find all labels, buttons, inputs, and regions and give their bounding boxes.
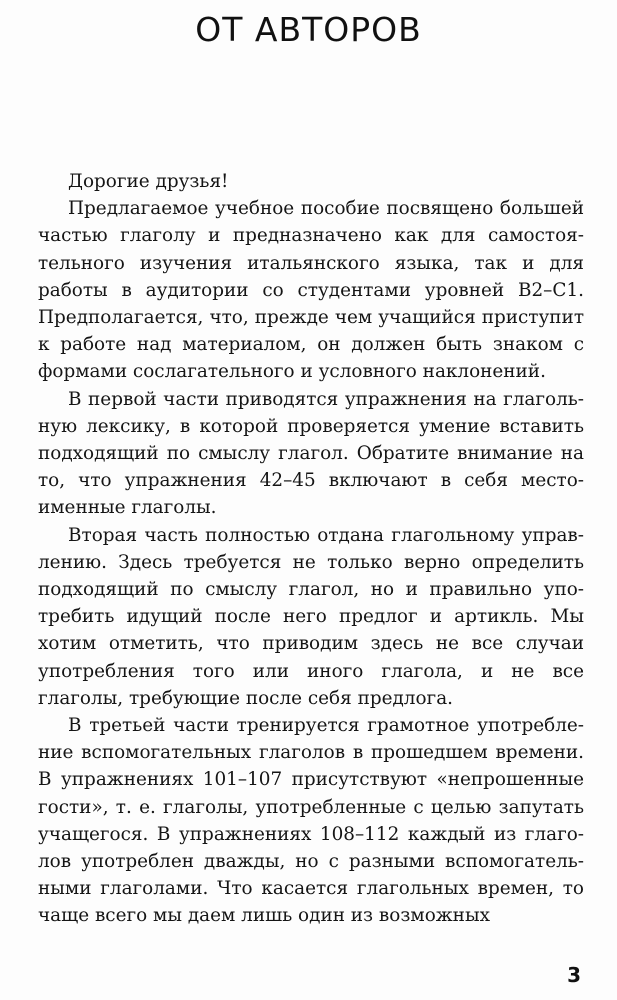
paragraph-2: В первой части приводятся упражнения на глагольную лексику, в которой проверяется умение вставить подходящий по смыслу глагол. Обратите внимание на то, что упражнения 42–45 включают в себя местоименные глаголы. [38, 388, 584, 519]
body-text [38, 168, 584, 930]
paragraph-1: Предлагаемое учебное пособие посвящено большей частью глаголу и предназначено как для самостоятельного изучения итальянского языка, так и для работы в аудитории со студентами уровней B2–C1. Предполагается, что, прежде чем учащийся приступит к работе над материалом, он должен быть знаком с формами сослагательного и условного наклонений. [38, 198, 584, 383]
page-number: 3 [567, 963, 581, 987]
page-title: ОТ АВТОРОВ [195, 10, 422, 49]
paragraph-4: В третьей части тренируется грамотное употребление вспомогательных глаголов в прошедшем времени. В упражнениях 101–107 присутствуют «непрошенные гости», т. е. глаголы, употребленные с целью запутать учащегося. В упражнениях 108–112 каждый из глаголов употреблен дважды, но с разными вспомогательными глаголами. Что касается глагольных времен, то чаще всего мы даем лишь один из возможных [38, 715, 584, 927]
greeting: Дорогие друзья! [68, 171, 229, 192]
paragraph-3: Вторая часть полностью отдана глагольному управлению. Здесь требуется не только верно определить подходящий по смыслу глагол, но и правильно употребить идущий после него предлог и артикль. Мы хотим отметить, что приводим здесь не все случаи употребления того или иного глагола, и не все глаголы, требующие после себя предлога. [38, 524, 584, 709]
